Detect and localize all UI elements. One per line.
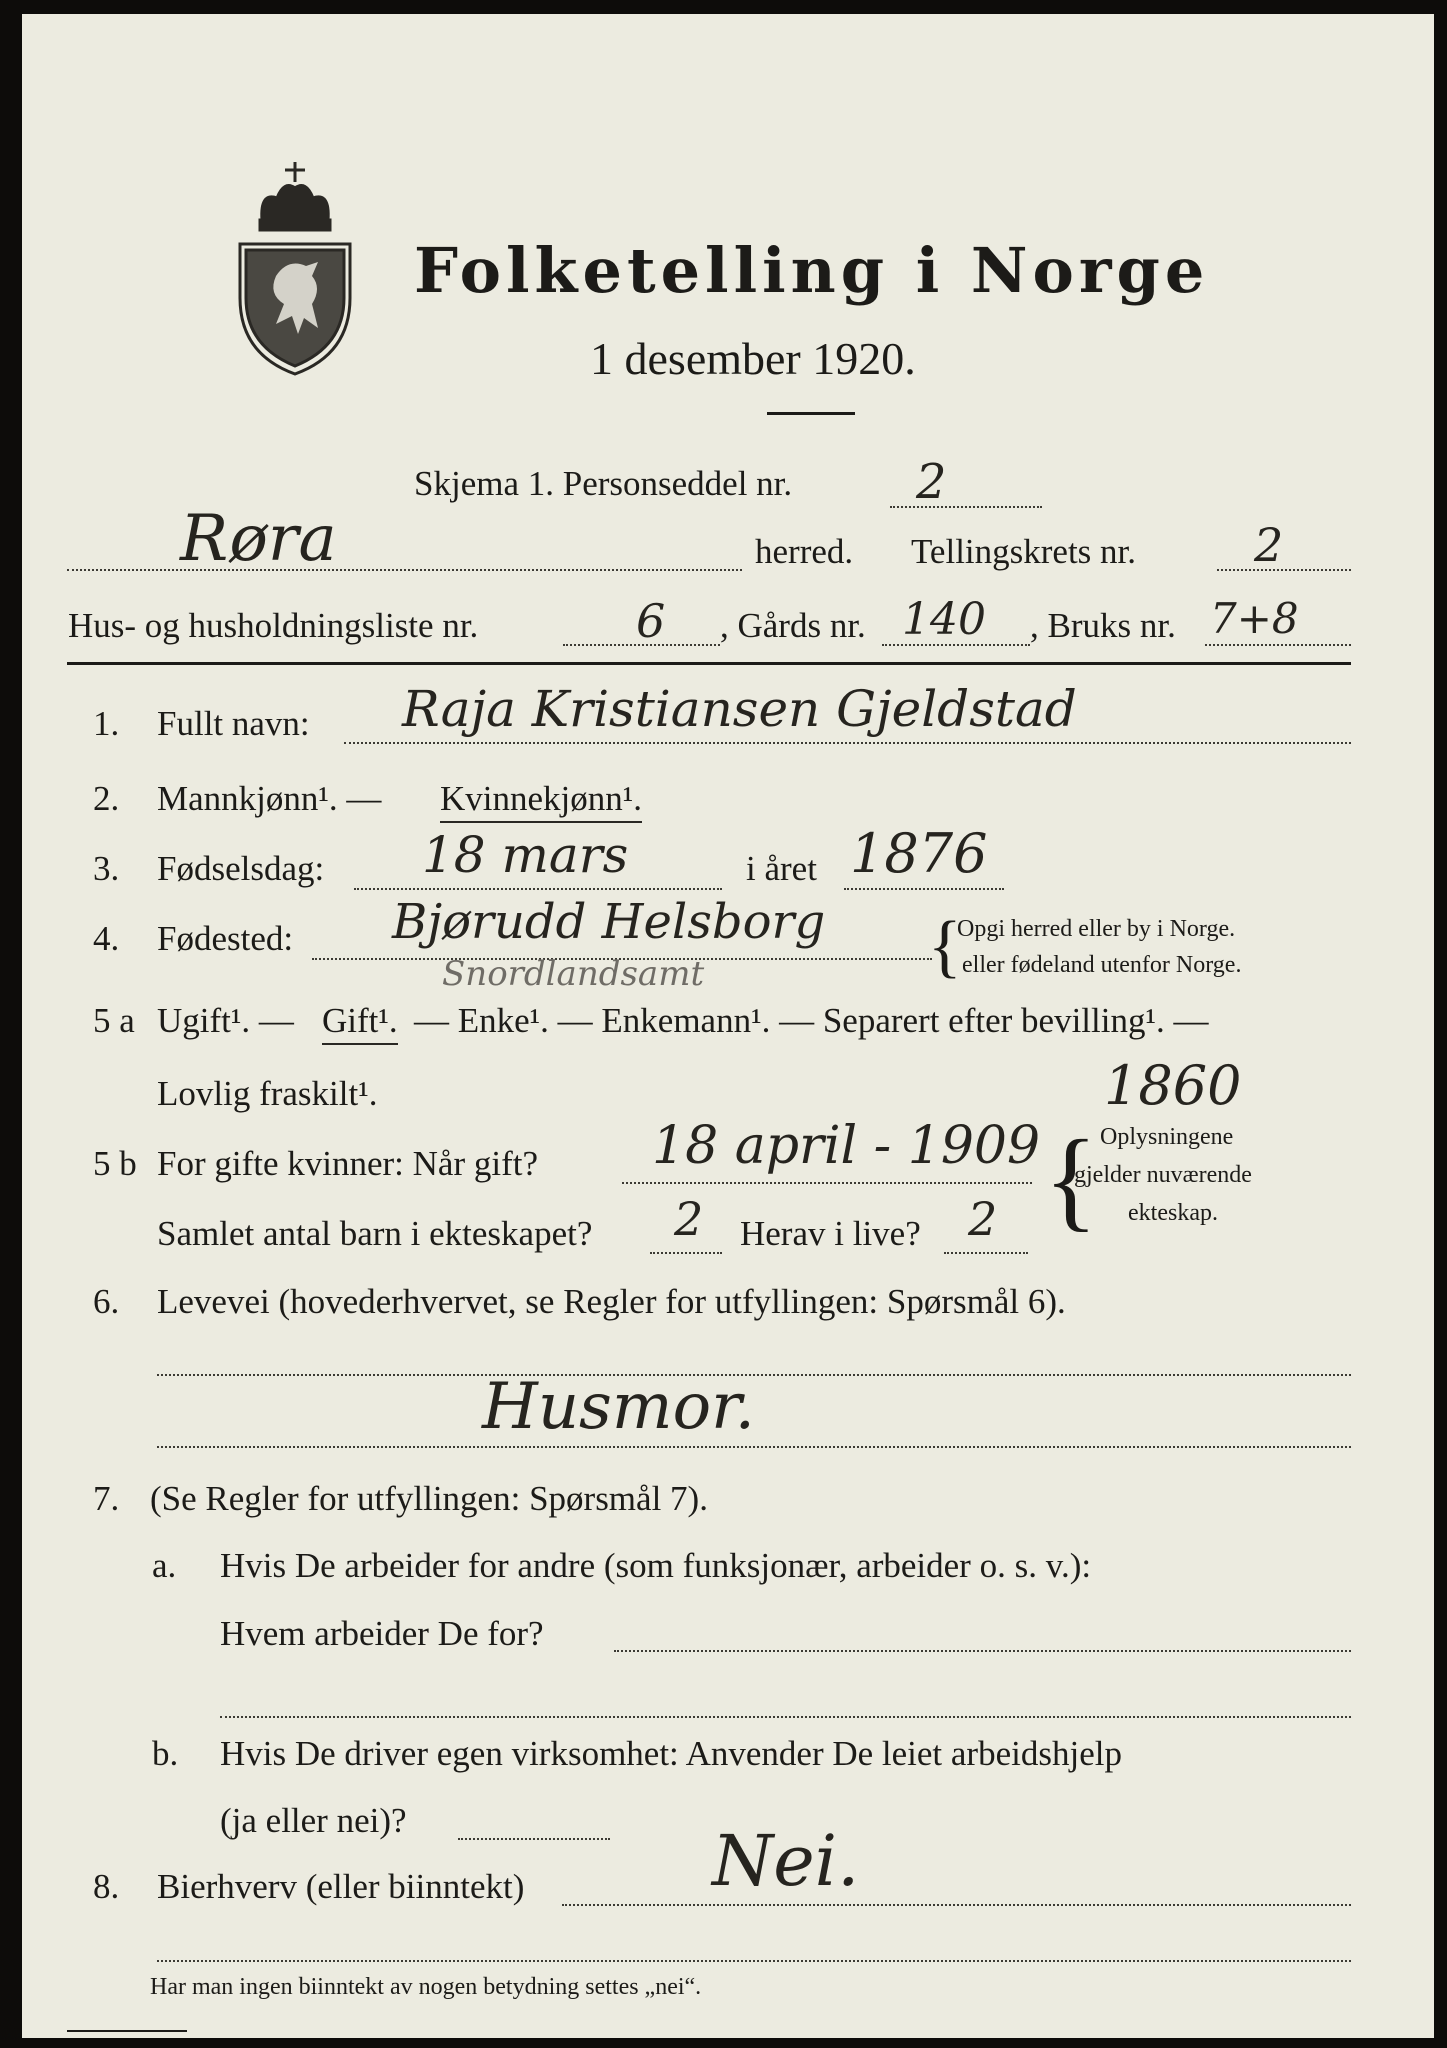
q5b-brace: { <box>1044 1118 1098 1242</box>
q4-label: Fødested: <box>157 919 294 958</box>
q8-label: Bierhverv (eller biinntekt) <box>157 1867 525 1906</box>
birth-place: Bjørudd Helsborg <box>392 894 826 950</box>
q7b-dotline <box>458 1838 610 1840</box>
header-rule <box>67 662 1351 665</box>
tellingskrets-dotline <box>1217 569 1351 571</box>
bruks-number: 7+8 <box>1210 594 1299 643</box>
birth-place-faint: Snordlandsamt <box>442 954 705 994</box>
skjema-number: 2 <box>916 454 947 510</box>
q5b-label-alive: Herav i live? <box>740 1214 921 1253</box>
q8-dotline <box>562 1904 1351 1906</box>
hus-number: 6 <box>636 594 666 648</box>
q8-number: 8. <box>93 1867 120 1906</box>
q1-dotline <box>344 742 1351 744</box>
q7b-line-1: Hvis De driver egen virksomhet: Anvender De leiet arbeidshjelp <box>220 1734 1122 1773</box>
q5a-other-options: — Enke¹. — Enkemann¹. — Separert efter bevilling¹. — <box>414 1001 1209 1040</box>
q1-label: Fullt navn: <box>157 704 310 743</box>
q6-dotline-2 <box>157 1446 1351 1448</box>
q4-note-1: Opgi herred eller by i Norge. <box>957 916 1236 942</box>
q3-label: Fødselsdag: <box>157 849 325 888</box>
q2-number: 2. <box>93 779 120 818</box>
census-form <box>22 14 1434 2038</box>
q5b-label-married: For gifte kvinner: Når gift? <box>157 1144 539 1183</box>
q7b-letter: b. <box>152 1734 179 1773</box>
bruks-dotline <box>1205 644 1351 646</box>
footer-rule <box>67 2030 187 2032</box>
q7-label: (Se Regler for utfyllingen: Spørsmål 7). <box>150 1479 708 1518</box>
q5a-gift: Gift¹. <box>322 1001 398 1045</box>
form-title: Folketelling i Norge <box>414 234 1210 307</box>
census-date: 1 desember 1920. <box>590 333 916 384</box>
q5b-note-2: gjelder nuværende <box>1074 1162 1252 1188</box>
gards-number: 140 <box>902 594 986 645</box>
birth-year: 1876 <box>850 822 988 885</box>
q4-brace: { <box>928 908 962 985</box>
skjema-dotline <box>890 506 1042 508</box>
tellingskrets-label: Tellingskrets nr. <box>911 532 1137 571</box>
herred-label: herred. <box>755 532 854 571</box>
q7-number: 7. <box>93 1479 120 1518</box>
full-name: Raja Kristiansen Gjeldstad <box>402 680 1077 738</box>
q5b-married-dotline <box>622 1182 1032 1184</box>
tellingskrets-number: 2 <box>1254 518 1284 572</box>
q7a-dotline-1 <box>614 1650 1351 1652</box>
q3-day-dotline <box>354 888 722 890</box>
hus-label: Hus- og husholdningsliste nr. <box>68 606 479 645</box>
q6-number: 6. <box>93 1282 120 1321</box>
q2-male-label: Mannkjønn¹. — <box>157 779 382 818</box>
q7a-dotline-2 <box>220 1716 1351 1718</box>
q3-year-label: i året <box>746 849 817 888</box>
coat-of-arms-icon <box>232 158 358 380</box>
gards-label: , Gårds nr. <box>720 606 866 645</box>
birth-day: 18 mars <box>422 826 629 884</box>
q2-female-label: Kvinnekjønn¹. <box>440 779 642 823</box>
q3-year-dotline <box>844 888 1004 890</box>
side-income: Nei. <box>712 1820 860 1902</box>
q5a-fraskilt: Lovlig fraskilt¹. <box>157 1074 378 1113</box>
children-total: 2 <box>674 1192 704 1246</box>
q5b-note-1: Oplysningene <box>1100 1124 1234 1150</box>
children-alive: 2 <box>968 1192 998 1246</box>
q7a-letter: a. <box>152 1546 177 1585</box>
municipality-name: Røra <box>180 502 337 576</box>
q4-note-2: eller fødeland utenfor Norge. <box>962 952 1242 978</box>
title-divider <box>767 412 855 415</box>
q5b-alive-dotline <box>944 1252 1028 1254</box>
q4-number: 4. <box>93 919 120 958</box>
q5b-label-children: Samlet antal barn i ekteskapet? <box>157 1214 593 1253</box>
margin-note-year: 1860 <box>1104 1054 1242 1117</box>
q7a-line-1: Hvis De arbeider for andre (som funksjonær, arbeider o. s. v.): <box>220 1546 1092 1585</box>
herred-dotline <box>67 569 742 571</box>
q5b-children-dotline <box>650 1252 722 1254</box>
q3-number: 3. <box>93 849 120 888</box>
q5a-number: 5 a <box>93 1001 135 1040</box>
occupation: Husmor. <box>482 1370 755 1444</box>
q1-number: 1. <box>93 704 120 743</box>
marriage-date: 18 april - 1909 <box>652 1116 1041 1176</box>
q6-label: Levevei (hovederhvervet, se Regler for utfyllingen: Spørsmål 6). <box>157 1282 1066 1321</box>
skjema-label: Skjema 1. Personseddel nr. <box>414 464 793 503</box>
footer-note: Har man ingen biinntekt av nogen betydning settes „nei“. <box>150 1974 702 2000</box>
q8-dotline-2 <box>157 1960 1351 1962</box>
q5b-note-3: ekteskap. <box>1128 1200 1218 1226</box>
bruks-label: , Bruks nr. <box>1030 606 1176 645</box>
q5a-ugift: Ugift¹. — <box>157 1001 294 1040</box>
q5b-number: 5 b <box>93 1144 137 1183</box>
q7b-line-2: (ja eller nei)? <box>220 1801 407 1840</box>
q7a-line-2: Hvem arbeider De for? <box>220 1614 544 1653</box>
